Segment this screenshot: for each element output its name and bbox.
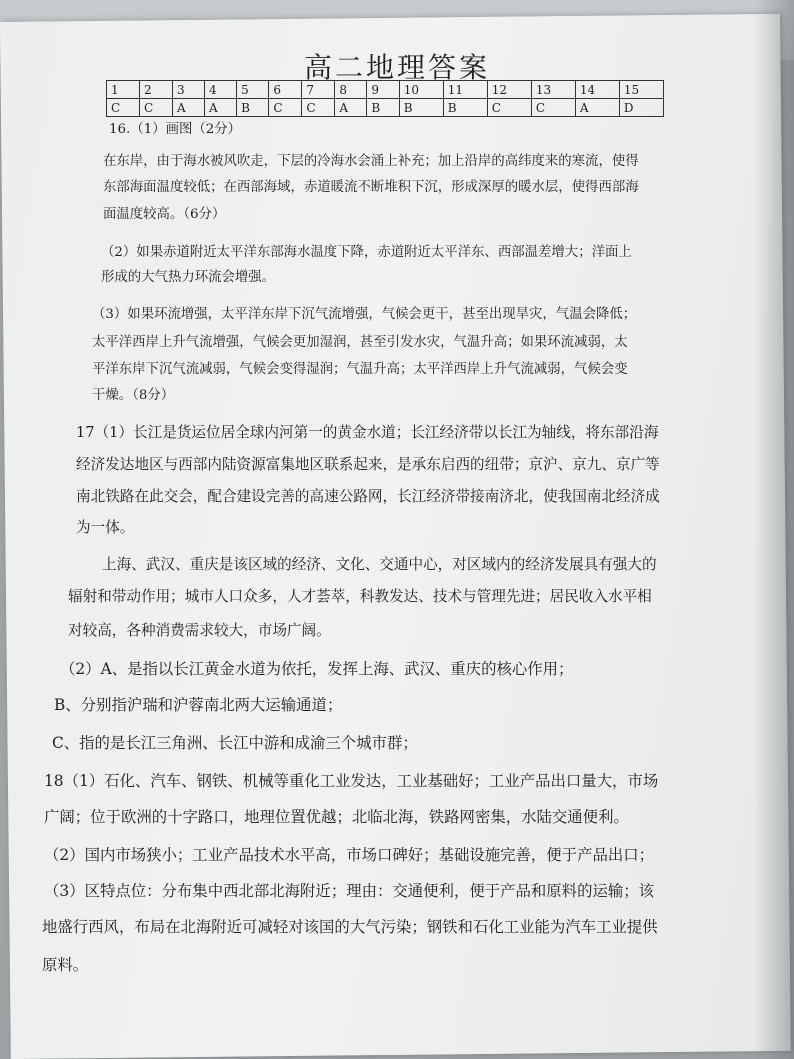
answer-line: 太平洋西岸上升气流增强，气候会更加湿润，甚至引发水灾，气温升高；如果环流减弱，太 [92,335,628,350]
answer-number: 13 [531,81,575,99]
answer-number: 1 [107,81,140,99]
answer-letter: C [531,99,575,117]
answer-line: 上海、武汉、重庆是该区域的经济、文化、交通中心，对区域内的经济发展具有强大的 [102,556,657,573]
answer-line: 对较高，各种消费需求较大，市场广阔。 [68,622,331,639]
answer-line: 广阔；位于欧洲的十字路口，地理位置优越；北临北海，铁路网密集，水陆交通便利。 [44,808,629,826]
answer-number: 5 [237,81,269,99]
answer-line: 形成的大气热力环流会增强。 [101,270,276,285]
answer-line: 南北铁路在此交会，配合建设完善的高速公路网，长江经济带接南济北，使我国南北经济成 [76,488,660,505]
answer-letter: C [487,99,531,117]
answer-table-number-row [107,81,664,99]
answer-table-letter-row [107,99,664,117]
answer-number: 3 [172,81,204,99]
answer-line: 原料。 [42,956,89,974]
answer-line: 18（1）石化、汽车、钢铁、机械等重化工业发达，工业基础好；工业产品出口量大，市场 [44,772,659,790]
answer-line: （3）如果环流增强，太平洋东岸下沉气流增强，气候会更干，甚至出现旱灾，气温会降低； [92,307,637,322]
answer-table [106,80,664,117]
answer-number: 7 [302,81,335,99]
answer-line: B、分别指沪瑞和沪蓉南北两大运输通道； [54,696,343,714]
answer-number: 4 [205,81,237,99]
answer-number: 2 [139,81,172,99]
answer-letter: A [205,99,237,117]
answer-line: 16.（1）画图（2分） [109,122,242,137]
answer-line: 地盛行西风，布局在北海附近可减轻对该国的大气污染；钢铁和石化工业能为汽车工业提供 [42,918,658,936]
answer-line: 为一体。 [76,519,135,536]
answer-line: 经济发达地区与西部内陆资源富集地区联系起来，是承东启西的纽带；京沪、京九、京广等 [76,456,660,473]
page-edge-shadow [754,0,794,1059]
answer-letter: B [237,99,269,117]
answer-number: 8 [335,81,367,99]
answer-letter: B [443,99,487,117]
answer-line: 在东岸，由于海水被风吹走，下层的冷海水会涌上补充；加上沿岸的高纬度来的寒流，使得 [103,154,639,169]
answer-line: 东部海面温度较低；在西部海域，赤道暖流不断堆积下沉，形成深厚的暖水层，使得西部海 [103,180,639,195]
page-title: 高二地理答案 [303,51,490,84]
answer-letter: C [139,99,172,117]
answer-number: 6 [269,81,302,99]
answer-line: （3）区特点位：分布集中西北部北海附近；理由：交通便利，便于产品和原料的运输；该 [44,882,655,900]
answer-letter: C [107,99,140,117]
answer-letter: D [619,99,663,117]
answer-letter: B [367,99,399,117]
answer-number: 12 [487,81,531,99]
answer-letter: B [399,99,443,117]
answer-letter: A [335,99,367,117]
answer-number: 11 [443,81,487,99]
answer-line: 干燥。（8分） [92,388,175,403]
answer-line: （2）A、是指以长江黄金水道为依托，发挥上海、武汉、重庆的核心作用； [60,660,574,678]
answer-line: （2）国内市场狭小；工业产品技术水平高，市场口碑好；基础设施完善，便于产品出口； [44,846,655,864]
answer-letter: A [172,99,204,117]
answer-line: 17（1）长江是货运位居全球内河第一的黄金水道；长江经济带以长江为轴线，将东部沿海 [76,424,659,441]
answer-letter: A [575,99,619,117]
answer-line: 辐射和带动作用；城市人口众多，人才荟萃，科教发达、技术与管理先进；居民收入水平相 [68,588,652,605]
answer-line: C、指的是长江三角洲、长江中游和成渝三个城市群； [52,734,418,752]
answer-number: 10 [399,81,443,99]
answer-line: 平洋东岸下沉气流减弱，气候会变得湿润；气温升高；太平洋西岸上升气流减弱，气候会变 [92,362,628,377]
answer-line: （2）如果赤道附近太平洋东部海水温度下降，赤道附近太平洋东、西部温差增大；洋面上 [101,245,632,260]
answer-number: 9 [367,81,399,99]
answer-number: 14 [575,81,619,99]
answer-number: 15 [619,81,663,99]
answer-letter: C [269,99,302,117]
answer-line: 面温度较高。（6分） [103,207,226,222]
answer-letter: C [302,99,335,117]
